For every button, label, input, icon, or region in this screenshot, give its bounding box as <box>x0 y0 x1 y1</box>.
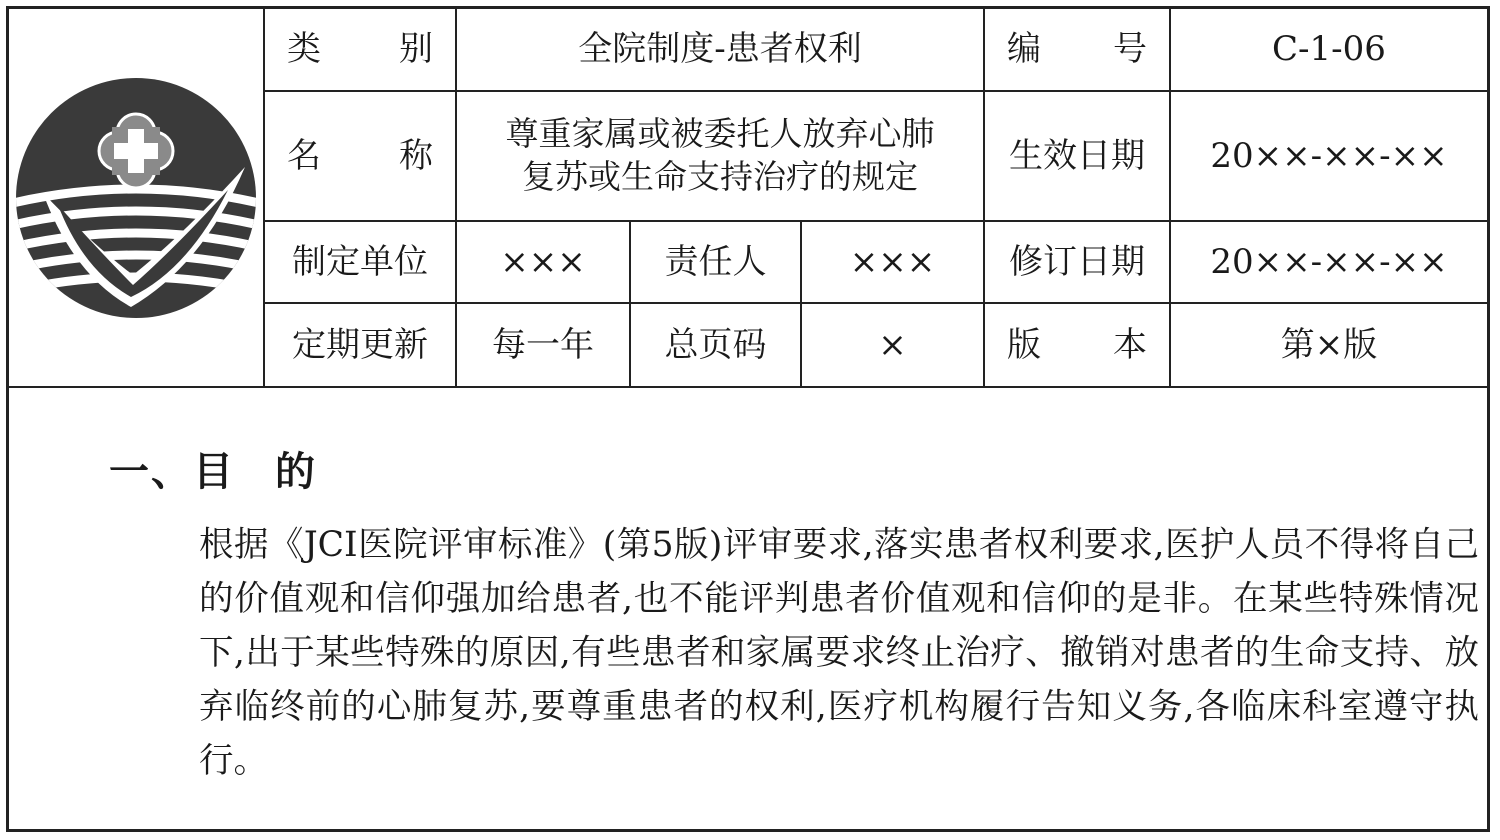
revision-date-label: 修订日期 <box>985 222 1171 304</box>
regulation-name-line-2: 复苏或生命支持治疗的规定 <box>522 157 918 196</box>
regulation-name <box>457 92 985 222</box>
total-pages-label: 总页码 <box>631 304 802 386</box>
issuing-unit: ××× <box>457 222 631 304</box>
total-pages: × <box>802 304 985 386</box>
update-cycle-label: 定期更新 <box>265 304 457 386</box>
effective-date-label: 生效日期 <box>985 92 1171 222</box>
responsible-person: ××× <box>802 222 985 304</box>
section-paragraph: 根据《JCI医院评审标准》(第5版)评审要求,落实患者权利要求,医护人员不得将自己的价值观和信仰强加给患者,也不能评判患者价值观和信仰的是非。在某些特殊情况下,出于某些特殊的原因,有些患者和家属要求终止治疗、撤销对患者的生命支持、放弃临终前的心肺复苏,要尊重患者的权利,医疗机构履行告知义务,各临床科室遵守执行。 <box>199 525 1479 781</box>
document-frame <box>6 6 1490 832</box>
name-label-char-1: 名 <box>287 135 321 176</box>
section-number: 一、 <box>109 449 193 495</box>
section-title-part-2: 的 <box>275 449 317 495</box>
effective-date: 20××-××-×× <box>1171 92 1487 222</box>
document-header <box>9 9 1487 388</box>
update-cycle: 每一年 <box>457 304 631 386</box>
version-label-char-1: 版 <box>1007 324 1041 365</box>
number-label-char-1: 编 <box>1007 29 1041 70</box>
version-label <box>985 304 1171 386</box>
version-label-char-2: 本 <box>1113 324 1147 365</box>
category-label <box>265 9 457 92</box>
document-number: C-1-06 <box>1171 9 1487 92</box>
category-label-char-2: 别 <box>399 29 433 70</box>
category-value: 全院制度-患者权利 <box>457 9 985 92</box>
document-metadata-table <box>265 9 1487 386</box>
section-title-part-1: 目 <box>193 449 235 495</box>
document-body <box>9 388 1487 829</box>
issuing-unit-label: 制定单位 <box>265 222 457 304</box>
hospital-logo <box>13 75 259 321</box>
logo-cell <box>9 9 265 386</box>
regulation-name-line-1: 尊重家属或被委托人放弃心肺 <box>505 114 935 154</box>
number-label-char-2: 号 <box>1113 29 1147 70</box>
responsible-person-label: 责任人 <box>631 222 802 304</box>
name-label <box>265 92 457 222</box>
revision-date: 20××-××-×× <box>1171 222 1487 304</box>
number-label <box>985 9 1171 92</box>
version: 第×版 <box>1280 324 1378 365</box>
section-heading <box>109 440 317 497</box>
name-label-char-2: 称 <box>399 135 433 176</box>
category-label-char-1: 类 <box>287 29 321 70</box>
